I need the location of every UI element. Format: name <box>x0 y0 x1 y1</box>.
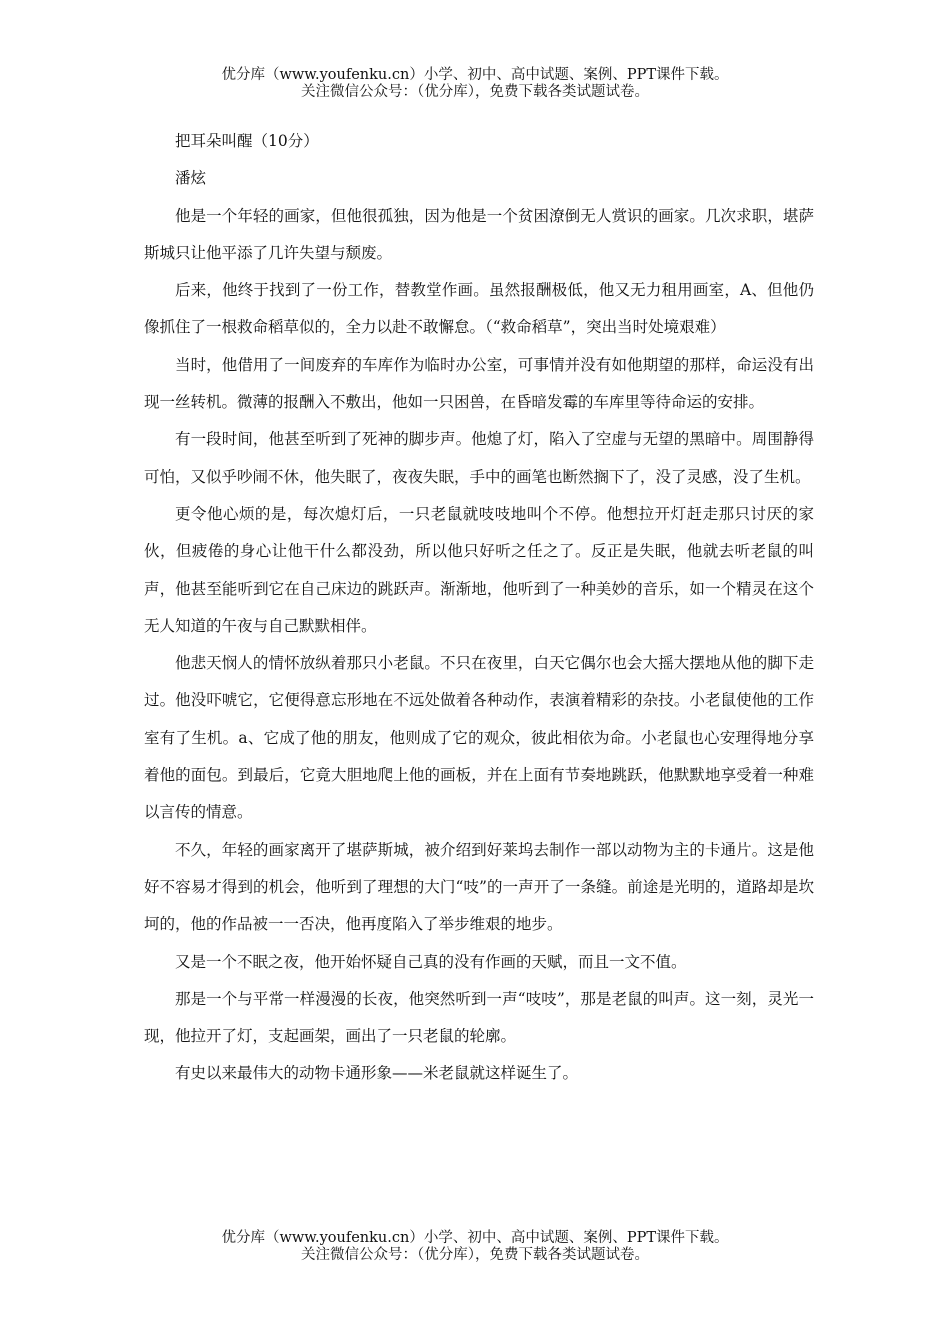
footer-line-2: 关注微信公众号：（优分库），免费下载各类试题试卷。 <box>301 1247 649 1263</box>
footer-line-1: 优分库（www.youfenku.cn）小学、初中、高中试题、案例、PPT课件下载。 <box>221 1230 729 1246</box>
page-footer <box>0 1230 950 1264</box>
paragraph: 后来，他终于找到了一份工作，替教堂作画。虽然报酬极低，他又无力租用画室，A、但他仍像抓住了一根救命稻草似的，全力以赴不敢懈怠。（“救命稻草”，突出当时处境艰难） <box>144 281 814 337</box>
header-line-2: 关注微信公众号：（优分库），免费下载各类试题试卷。 <box>301 84 649 100</box>
paragraph: 他是一个年轻的画家，但他很孤独，因为他是一个贫困潦倒无人赏识的画家。几次求职，堪萨斯城只让他平添了几许失望与颓废。 <box>144 206 814 262</box>
paragraph: 有一段时间，他甚至听到了死神的脚步声。他熄了灯，陷入了空虚与无望的黑暗中。周围静得可怕，又似乎吵闹不休，他失眠了，夜夜失眠，手中的画笔也断然搁下了，没了灵感，没了生机。 <box>144 430 814 486</box>
article-title: 把耳朵叫醒（10分） <box>175 132 319 150</box>
paragraph: 当时，他借用了一间废弃的车库作为临时办公室，可事情并没有如他期望的那样，命运没有出现一丝转机。微薄的报酬入不敷出，他如一只困兽，在昏暗发霉的车库里等待命运的安排。 <box>144 355 814 412</box>
page-header <box>0 67 950 101</box>
paragraph: 他悲天悯人的情怀放纵着那只小老鼠。不只在夜里，白天它偶尔也会大摇大摆地从他的脚下走过。他没吓唬它，它便得意忘形地在不远处做着各种动作，表演着精彩的杂技。小老鼠使他的工作室有了生机。a、它成了他的朋友，他则成了它的观众，彼此相依为命。小老鼠也心安理得地分享着他的面包。到最后，它竟大胆地爬上他的画板，并在上面有节奏地跳跃，他默默地享受着一种难以言传的情意。 <box>144 654 814 822</box>
paragraph: 不久，年轻的画家离开了堪萨斯城，被介绍到好莱坞去制作一部以动物为主的卡通片。这是他好不容易才得到的机会，他听到了理想的大门“吱”的一声开了一条缝。前途是光明的，道路却是坎坷的，他的作品被一一否决，他再度陷入了举步维艰的地步。 <box>144 840 814 934</box>
paragraph: 又是一个不眠之夜，他开始怀疑自己真的没有作画的天赋，而且一文不值。 <box>175 952 687 971</box>
header-line-1: 优分库（www.youfenku.cn）小学、初中、高中试题、案例、PPT课件下载。 <box>221 67 729 83</box>
paragraph: 更令他心烦的是，每次熄灯后，一只老鼠就吱吱地叫个不停。他想拉开灯赶走那只讨厌的家伙，但疲倦的身心让他干什么都没劲，所以他只好听之任之了。反正是失眠，他就去听老鼠的叫声，他甚至能听到它在自己床边的跳跃声。渐渐地，他听到了一种美妙的音乐，如一个精灵在这个无人知道的午夜与自己默默相伴。 <box>144 504 814 635</box>
article-author: 潘炫 <box>175 169 207 188</box>
paragraph: 有史以来最伟大的动物卡通形象——米老鼠就这样诞生了。 <box>175 1064 579 1083</box>
paragraph: 那是一个与平常一样漫漫的长夜，他突然听到一声“吱吱”，那是老鼠的叫声。这一刻，灵光一现，他拉开了灯，支起画架，画出了一只老鼠的轮廓。 <box>144 989 814 1046</box>
article-body <box>144 123 814 1093</box>
